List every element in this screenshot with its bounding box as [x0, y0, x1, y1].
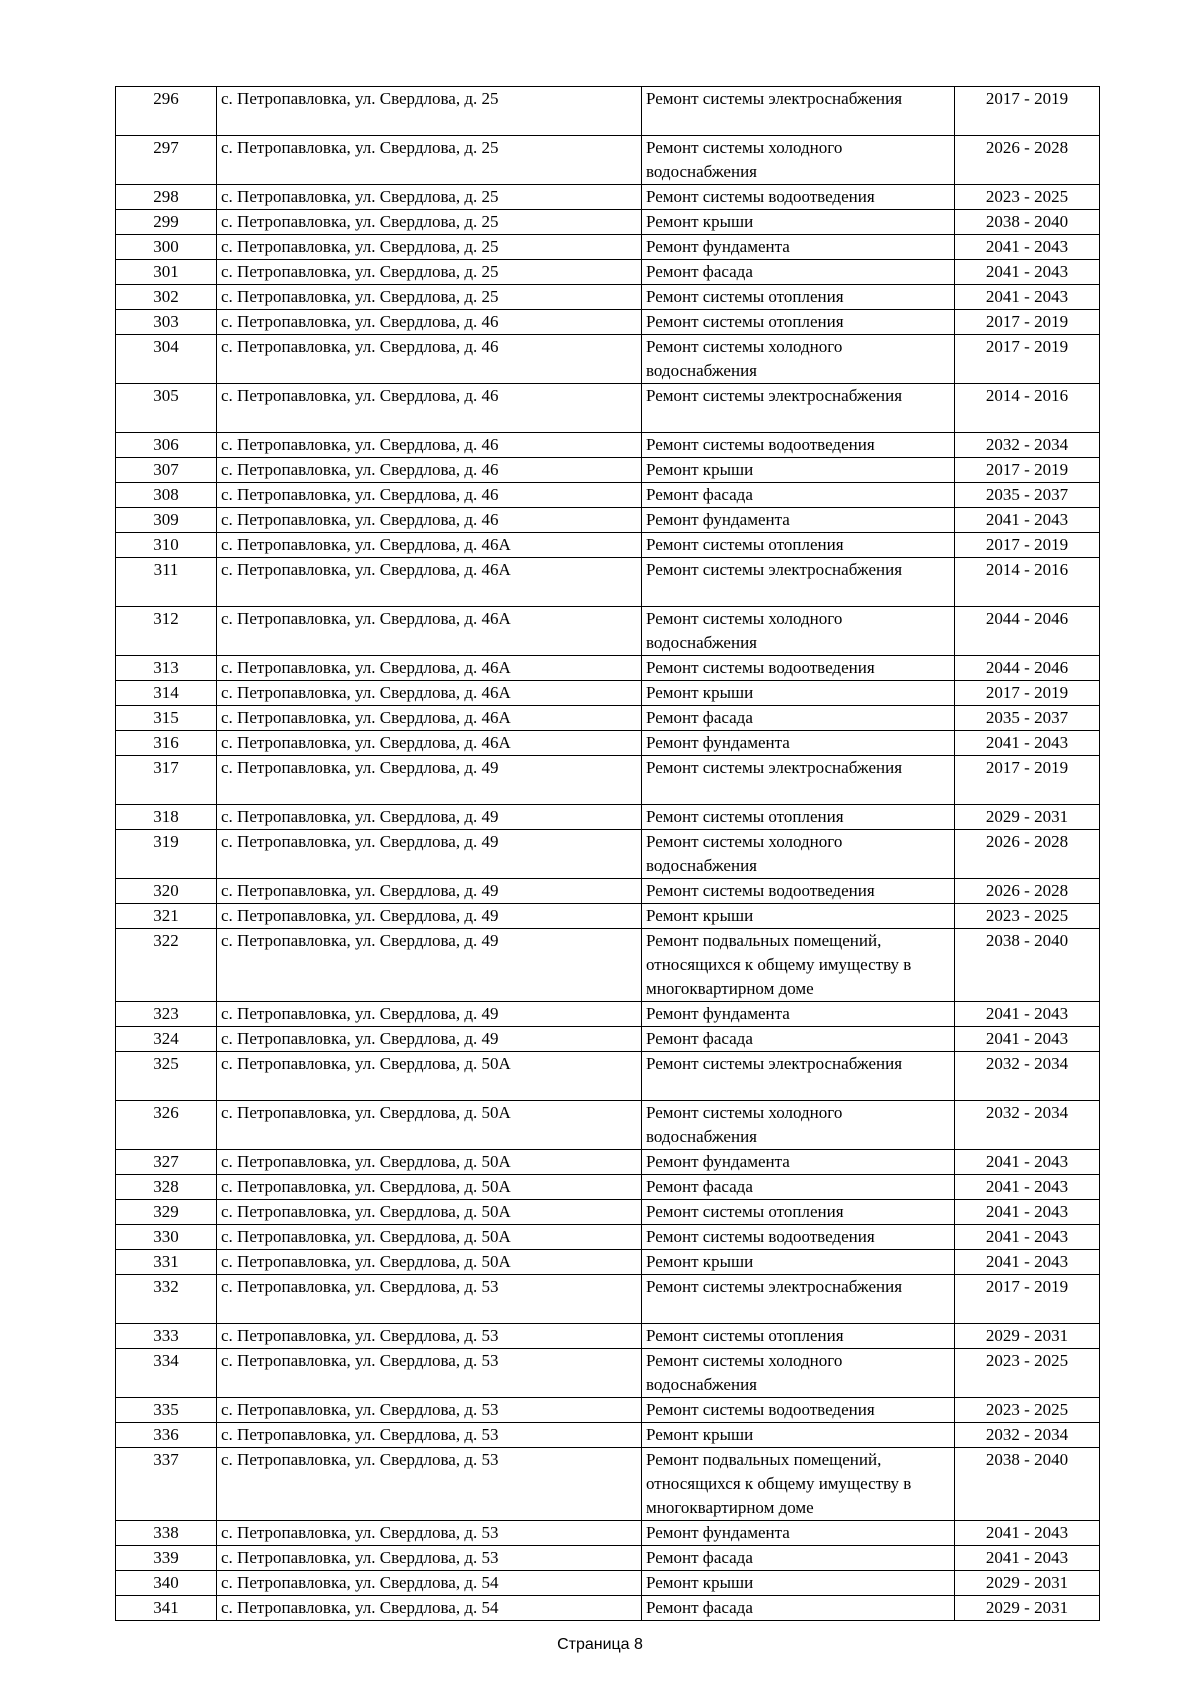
address-cell: с. Петропавловка, ул. Свердлова, д. 25 — [217, 185, 642, 210]
work-type-cell: Ремонт системы отопления — [642, 1200, 955, 1225]
row-number: 323 — [116, 1002, 217, 1027]
row-number: 312 — [116, 607, 217, 656]
period-cell: 2023 - 2025 — [955, 1398, 1100, 1423]
period-cell: 2041 - 2043 — [955, 1250, 1100, 1275]
period-cell: 2026 - 2028 — [955, 136, 1100, 185]
address-cell: с. Петропавловка, ул. Свердлова, д. 25 — [217, 260, 642, 285]
address-cell: с. Петропавловка, ул. Свердлова, д. 25 — [217, 87, 642, 136]
work-type-cell: Ремонт системы холодного водоснабжения — [642, 335, 955, 384]
table-row — [116, 1002, 1100, 1027]
row-number: 340 — [116, 1571, 217, 1596]
row-number: 318 — [116, 805, 217, 830]
period-cell: 2023 - 2025 — [955, 185, 1100, 210]
address-cell: с. Петропавловка, ул. Свердлова, д. 50А — [217, 1175, 642, 1200]
address-cell: с. Петропавловка, ул. Свердлова, д. 50А — [217, 1150, 642, 1175]
work-type-cell: Ремонт фундамента — [642, 508, 955, 533]
period-cell: 2041 - 2043 — [955, 508, 1100, 533]
table-row — [116, 533, 1100, 558]
row-number: 306 — [116, 433, 217, 458]
table-row — [116, 285, 1100, 310]
table-row — [116, 830, 1100, 879]
address-cell: с. Петропавловка, ул. Свердлова, д. 46А — [217, 656, 642, 681]
table-row — [116, 1175, 1100, 1200]
period-cell: 2041 - 2043 — [955, 1150, 1100, 1175]
address-cell: с. Петропавловка, ул. Свердлова, д. 46 — [217, 335, 642, 384]
table-row — [116, 1546, 1100, 1571]
work-type-cell: Ремонт системы водоотведения — [642, 185, 955, 210]
work-type-cell: Ремонт системы электроснабжения — [642, 1275, 955, 1324]
table-row — [116, 1200, 1100, 1225]
address-cell: с. Петропавловка, ул. Свердлова, д. 46А — [217, 607, 642, 656]
work-type-cell: Ремонт системы электроснабжения — [642, 87, 955, 136]
address-cell: с. Петропавловка, ул. Свердлова, д. 46 — [217, 483, 642, 508]
table-row — [116, 136, 1100, 185]
period-cell: 2017 - 2019 — [955, 1275, 1100, 1324]
period-cell: 2026 - 2028 — [955, 879, 1100, 904]
address-cell: с. Петропавловка, ул. Свердлова, д. 53 — [217, 1398, 642, 1423]
work-type-cell: Ремонт фасада — [642, 260, 955, 285]
table-row — [116, 904, 1100, 929]
row-number: 324 — [116, 1027, 217, 1052]
table-row — [116, 458, 1100, 483]
row-number: 327 — [116, 1150, 217, 1175]
work-type-cell: Ремонт системы водоотведения — [642, 656, 955, 681]
work-type-cell: Ремонт системы водоотведения — [642, 879, 955, 904]
period-cell: 2038 - 2040 — [955, 210, 1100, 235]
row-number: 304 — [116, 335, 217, 384]
row-number: 309 — [116, 508, 217, 533]
row-number: 305 — [116, 384, 217, 433]
work-type-cell: Ремонт системы холодного водоснабжения — [642, 607, 955, 656]
address-cell: с. Петропавловка, ул. Свердлова, д. 53 — [217, 1448, 642, 1521]
address-cell: с. Петропавловка, ул. Свердлова, д. 46 — [217, 384, 642, 433]
period-cell: 2026 - 2028 — [955, 830, 1100, 879]
period-cell: 2014 - 2016 — [955, 558, 1100, 607]
address-cell: с. Петропавловка, ул. Свердлова, д. 25 — [217, 285, 642, 310]
work-type-cell: Ремонт крыши — [642, 1250, 955, 1275]
table-row — [116, 731, 1100, 756]
address-cell: с. Петропавловка, ул. Свердлова, д. 50А — [217, 1052, 642, 1101]
period-cell: 2029 - 2031 — [955, 1596, 1100, 1621]
address-cell: с. Петропавловка, ул. Свердлова, д. 50А — [217, 1250, 642, 1275]
period-cell: 2014 - 2016 — [955, 384, 1100, 433]
row-number: 313 — [116, 656, 217, 681]
address-cell: с. Петропавловка, ул. Свердлова, д. 46А — [217, 533, 642, 558]
table-row — [116, 508, 1100, 533]
table-row — [116, 1225, 1100, 1250]
table-row — [116, 1324, 1100, 1349]
work-type-cell: Ремонт крыши — [642, 1571, 955, 1596]
period-cell: 2023 - 2025 — [955, 1349, 1100, 1398]
row-number: 339 — [116, 1546, 217, 1571]
work-type-cell: Ремонт фундамента — [642, 731, 955, 756]
period-cell: 2017 - 2019 — [955, 533, 1100, 558]
work-type-cell: Ремонт системы отопления — [642, 533, 955, 558]
period-cell: 2032 - 2034 — [955, 1101, 1100, 1150]
work-type-cell: Ремонт подвальных помещений, относящихся к общему имуществу в многоквартирном доме — [642, 1448, 955, 1521]
period-cell: 2035 - 2037 — [955, 483, 1100, 508]
table-row — [116, 483, 1100, 508]
address-cell: с. Петропавловка, ул. Свердлова, д. 25 — [217, 235, 642, 260]
table-row — [116, 335, 1100, 384]
address-cell: с. Петропавловка, ул. Свердлова, д. 53 — [217, 1423, 642, 1448]
period-cell: 2041 - 2043 — [955, 260, 1100, 285]
work-type-cell: Ремонт системы холодного водоснабжения — [642, 1101, 955, 1150]
table-row — [116, 681, 1100, 706]
period-cell: 2032 - 2034 — [955, 1423, 1100, 1448]
row-number: 333 — [116, 1324, 217, 1349]
work-type-cell: Ремонт фасада — [642, 483, 955, 508]
row-number: 296 — [116, 87, 217, 136]
period-cell: 2041 - 2043 — [955, 1521, 1100, 1546]
period-cell: 2044 - 2046 — [955, 607, 1100, 656]
period-cell: 2023 - 2025 — [955, 904, 1100, 929]
row-number: 310 — [116, 533, 217, 558]
table-row — [116, 1052, 1100, 1101]
period-cell: 2038 - 2040 — [955, 929, 1100, 1002]
address-cell: с. Петропавловка, ул. Свердлова, д. 50А — [217, 1101, 642, 1150]
row-number: 322 — [116, 929, 217, 1002]
address-cell: с. Петропавловка, ул. Свердлова, д. 49 — [217, 904, 642, 929]
table-row — [116, 1398, 1100, 1423]
address-cell: с. Петропавловка, ул. Свердлова, д. 53 — [217, 1349, 642, 1398]
address-cell: с. Петропавловка, ул. Свердлова, д. 49 — [217, 805, 642, 830]
address-cell: с. Петропавловка, ул. Свердлова, д. 53 — [217, 1546, 642, 1571]
row-number: 307 — [116, 458, 217, 483]
work-type-cell: Ремонт системы отопления — [642, 1324, 955, 1349]
row-number: 317 — [116, 756, 217, 805]
period-cell: 2041 - 2043 — [955, 285, 1100, 310]
table-row — [116, 1596, 1100, 1621]
period-cell: 2041 - 2043 — [955, 731, 1100, 756]
table-row — [116, 656, 1100, 681]
period-cell: 2035 - 2037 — [955, 706, 1100, 731]
table-row — [116, 756, 1100, 805]
table-row — [116, 1349, 1100, 1398]
work-type-cell: Ремонт системы электроснабжения — [642, 558, 955, 607]
table-row — [116, 1571, 1100, 1596]
address-cell: с. Петропавловка, ул. Свердлова, д. 46А — [217, 706, 642, 731]
address-cell: с. Петропавловка, ул. Свердлова, д. 46 — [217, 310, 642, 335]
row-number: 337 — [116, 1448, 217, 1521]
row-number: 315 — [116, 706, 217, 731]
row-number: 331 — [116, 1250, 217, 1275]
table-row — [116, 607, 1100, 656]
address-cell: с. Петропавловка, ул. Свердлова, д. 49 — [217, 1002, 642, 1027]
address-cell: с. Петропавловка, ул. Свердлова, д. 49 — [217, 830, 642, 879]
row-number: 316 — [116, 731, 217, 756]
work-type-cell: Ремонт системы водоотведения — [642, 433, 955, 458]
row-number: 341 — [116, 1596, 217, 1621]
address-cell: с. Петропавловка, ул. Свердлова, д. 49 — [217, 879, 642, 904]
table-row — [116, 87, 1100, 136]
table-row — [116, 706, 1100, 731]
address-cell: с. Петропавловка, ул. Свердлова, д. 53 — [217, 1275, 642, 1324]
repair-schedule-table — [115, 86, 1100, 1621]
work-type-cell: Ремонт системы водоотведения — [642, 1398, 955, 1423]
table-row — [116, 929, 1100, 1002]
row-number: 308 — [116, 483, 217, 508]
row-number: 314 — [116, 681, 217, 706]
table-row — [116, 805, 1100, 830]
row-number: 335 — [116, 1398, 217, 1423]
table-row — [116, 1101, 1100, 1150]
row-number: 298 — [116, 185, 217, 210]
table-row — [116, 1423, 1100, 1448]
work-type-cell: Ремонт фасада — [642, 1596, 955, 1621]
row-number: 303 — [116, 310, 217, 335]
page-number: Страница 8 — [557, 1636, 643, 1653]
work-type-cell: Ремонт системы электроснабжения — [642, 756, 955, 805]
period-cell: 2044 - 2046 — [955, 656, 1100, 681]
address-cell: с. Петропавловка, ул. Свердлова, д. 49 — [217, 756, 642, 805]
table-row — [116, 1150, 1100, 1175]
table-row — [116, 1027, 1100, 1052]
period-cell: 2017 - 2019 — [955, 335, 1100, 384]
table-row — [116, 433, 1100, 458]
work-type-cell: Ремонт крыши — [642, 210, 955, 235]
period-cell: 2041 - 2043 — [955, 1027, 1100, 1052]
address-cell: с. Петропавловка, ул. Свердлова, д. 49 — [217, 929, 642, 1002]
table-row — [116, 1448, 1100, 1521]
table-row — [116, 210, 1100, 235]
period-cell: 2029 - 2031 — [955, 805, 1100, 830]
period-cell: 2032 - 2034 — [955, 433, 1100, 458]
row-number: 336 — [116, 1423, 217, 1448]
work-type-cell: Ремонт фундамента — [642, 1150, 955, 1175]
period-cell: 2041 - 2043 — [955, 235, 1100, 260]
row-number: 320 — [116, 879, 217, 904]
work-type-cell: Ремонт системы электроснабжения — [642, 1052, 955, 1101]
address-cell: с. Петропавловка, ул. Свердлова, д. 46 — [217, 508, 642, 533]
row-number: 325 — [116, 1052, 217, 1101]
period-cell: 2029 - 2031 — [955, 1571, 1100, 1596]
work-type-cell: Ремонт подвальных помещений, относящихся к общему имуществу в многоквартирном доме — [642, 929, 955, 1002]
row-number: 338 — [116, 1521, 217, 1546]
work-type-cell: Ремонт фундамента — [642, 1521, 955, 1546]
row-number: 332 — [116, 1275, 217, 1324]
row-number: 329 — [116, 1200, 217, 1225]
address-cell: с. Петропавловка, ул. Свердлова, д. 46А — [217, 731, 642, 756]
row-number: 311 — [116, 558, 217, 607]
row-number: 300 — [116, 235, 217, 260]
work-type-cell: Ремонт фасада — [642, 1175, 955, 1200]
table-row — [116, 384, 1100, 433]
table-row — [116, 1250, 1100, 1275]
period-cell: 2041 - 2043 — [955, 1200, 1100, 1225]
address-cell: с. Петропавловка, ул. Свердлова, д. 54 — [217, 1571, 642, 1596]
row-number: 321 — [116, 904, 217, 929]
period-cell: 2017 - 2019 — [955, 681, 1100, 706]
row-number: 328 — [116, 1175, 217, 1200]
row-number: 330 — [116, 1225, 217, 1250]
table-row — [116, 260, 1100, 285]
work-type-cell: Ремонт фасада — [642, 1027, 955, 1052]
table-body — [116, 87, 1100, 1621]
row-number: 299 — [116, 210, 217, 235]
table-row — [116, 1521, 1100, 1546]
work-type-cell: Ремонт системы холодного водоснабжения — [642, 830, 955, 879]
work-type-cell: Ремонт фасада — [642, 706, 955, 731]
address-cell: с. Петропавловка, ул. Свердлова, д. 53 — [217, 1324, 642, 1349]
address-cell: с. Петропавловка, ул. Свердлова, д. 50А — [217, 1225, 642, 1250]
address-cell: с. Петропавловка, ул. Свердлова, д. 54 — [217, 1596, 642, 1621]
table-row — [116, 235, 1100, 260]
period-cell: 2041 - 2043 — [955, 1546, 1100, 1571]
period-cell: 2029 - 2031 — [955, 1324, 1100, 1349]
address-cell: с. Петропавловка, ул. Свердлова, д. 53 — [217, 1521, 642, 1546]
address-cell: с. Петропавловка, ул. Свердлова, д. 46А — [217, 681, 642, 706]
address-cell: с. Петропавловка, ул. Свердлова, д. 25 — [217, 210, 642, 235]
row-number: 319 — [116, 830, 217, 879]
row-number: 297 — [116, 136, 217, 185]
address-cell: с. Петропавловка, ул. Свердлова, д. 46 — [217, 458, 642, 483]
work-type-cell: Ремонт системы отопления — [642, 805, 955, 830]
work-type-cell: Ремонт крыши — [642, 904, 955, 929]
period-cell: 2017 - 2019 — [955, 458, 1100, 483]
work-type-cell: Ремонт крыши — [642, 681, 955, 706]
period-cell: 2017 - 2019 — [955, 87, 1100, 136]
period-cell: 2041 - 2043 — [955, 1225, 1100, 1250]
table-row — [116, 558, 1100, 607]
row-number: 302 — [116, 285, 217, 310]
work-type-cell: Ремонт системы электроснабжения — [642, 384, 955, 433]
work-type-cell: Ремонт системы водоотведения — [642, 1225, 955, 1250]
work-type-cell: Ремонт фундамента — [642, 1002, 955, 1027]
period-cell: 2017 - 2019 — [955, 756, 1100, 805]
row-number: 301 — [116, 260, 217, 285]
address-cell: с. Петропавловка, ул. Свердлова, д. 50А — [217, 1200, 642, 1225]
row-number: 326 — [116, 1101, 217, 1150]
address-cell: с. Петропавловка, ул. Свердлова, д. 49 — [217, 1027, 642, 1052]
period-cell: 2041 - 2043 — [955, 1002, 1100, 1027]
address-cell: с. Петропавловка, ул. Свердлова, д. 46А — [217, 558, 642, 607]
work-type-cell: Ремонт фундамента — [642, 235, 955, 260]
address-cell: с. Петропавловка, ул. Свердлова, д. 25 — [217, 136, 642, 185]
work-type-cell: Ремонт системы холодного водоснабжения — [642, 136, 955, 185]
table-row — [116, 310, 1100, 335]
period-cell: 2041 - 2043 — [955, 1175, 1100, 1200]
work-type-cell: Ремонт системы отопления — [642, 285, 955, 310]
table-row — [116, 1275, 1100, 1324]
period-cell: 2017 - 2019 — [955, 310, 1100, 335]
work-type-cell: Ремонт крыши — [642, 458, 955, 483]
period-cell: 2032 - 2034 — [955, 1052, 1100, 1101]
table-row — [116, 879, 1100, 904]
table-row — [116, 185, 1100, 210]
work-type-cell: Ремонт крыши — [642, 1423, 955, 1448]
period-cell: 2038 - 2040 — [955, 1448, 1100, 1521]
work-type-cell: Ремонт системы отопления — [642, 310, 955, 335]
work-type-cell: Ремонт фасада — [642, 1546, 955, 1571]
work-type-cell: Ремонт системы холодного водоснабжения — [642, 1349, 955, 1398]
row-number: 334 — [116, 1349, 217, 1398]
address-cell: с. Петропавловка, ул. Свердлова, д. 46 — [217, 433, 642, 458]
